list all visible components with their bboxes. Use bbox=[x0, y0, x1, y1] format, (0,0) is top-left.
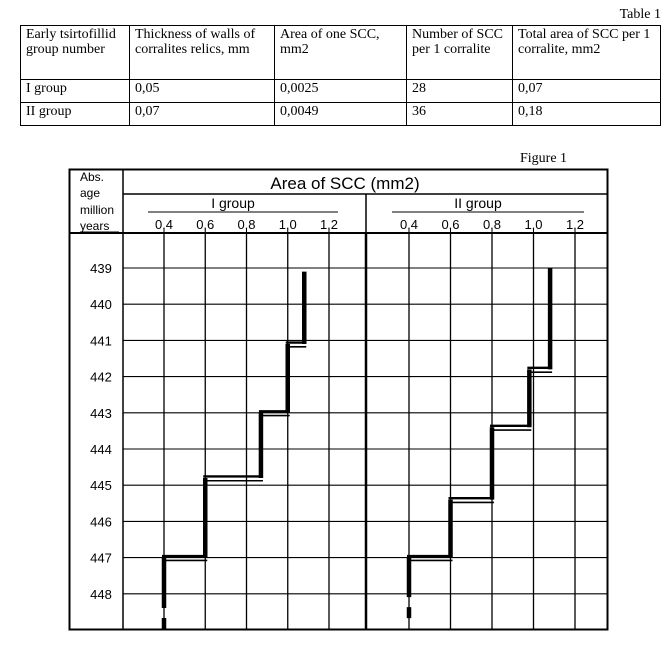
age-tick-label: 440 bbox=[90, 297, 112, 313]
x-tick-label: 0,6 bbox=[441, 217, 460, 232]
x-tick-label: 0,6 bbox=[196, 217, 215, 232]
table-caption: Table 1 bbox=[619, 7, 661, 22]
age-label-line-2: age bbox=[80, 186, 101, 200]
age-tick-label: 442 bbox=[90, 369, 112, 385]
header-scc-count: Number of SCC per 1 corralite bbox=[407, 26, 513, 80]
tick-labels bbox=[155, 217, 584, 233]
x-tick-label: 0,8 bbox=[482, 217, 502, 232]
age-label-line-1: Abs. bbox=[80, 170, 105, 184]
age-label-line-4: years bbox=[80, 219, 110, 233]
age-tick-label: 445 bbox=[90, 478, 112, 494]
table-cell: 28 bbox=[407, 80, 513, 103]
x-tick-label: 1,2 bbox=[565, 217, 585, 232]
x-tick-label: 1,2 bbox=[319, 217, 339, 232]
figure-caption: Figure 1 bbox=[520, 151, 568, 166]
figure-title: Area of SCC (mm2) bbox=[270, 174, 420, 193]
header-scc-area: Area of one SCC, mm2 bbox=[275, 26, 407, 80]
table-cell: 0,0049 bbox=[275, 103, 407, 126]
x-tick-label: 0,8 bbox=[237, 217, 256, 232]
table-cell: I group bbox=[21, 80, 130, 103]
x-tick-label: 0,4 bbox=[154, 217, 174, 232]
table-cell: 0,07 bbox=[513, 80, 661, 103]
table-cell: 0,05 bbox=[130, 80, 275, 103]
age-tick-label: 446 bbox=[90, 514, 112, 530]
header-wall-thickness: Thickness of walls of corralites relics, mm bbox=[130, 26, 275, 80]
table-cell: 0,18 bbox=[513, 103, 661, 126]
header-group-number: Early tsirtofillid group number bbox=[21, 26, 130, 80]
age-tick-label: 448 bbox=[90, 586, 112, 602]
age-label-line-3: million bbox=[80, 203, 115, 217]
x-tick-label: 1,0 bbox=[278, 217, 297, 232]
table-cell: 0,0025 bbox=[275, 80, 407, 103]
panel-title-i-group: I group bbox=[211, 195, 255, 211]
x-tick-label: 1,0 bbox=[524, 217, 543, 232]
x-tick-label: 0,4 bbox=[399, 217, 419, 232]
age-tick-label: 447 bbox=[90, 550, 112, 566]
age-tick-label: 439 bbox=[90, 261, 112, 276]
age-tick-label: 444 bbox=[90, 442, 112, 457]
figure-frame bbox=[70, 170, 608, 630]
age-labels bbox=[90, 261, 112, 602]
table-cell: II group bbox=[21, 103, 130, 126]
age-tick-label: 443 bbox=[90, 405, 112, 421]
table-cell: 0,07 bbox=[130, 103, 275, 126]
age-tick-label: 441 bbox=[90, 333, 112, 349]
header-total-area: Total area of SCC per 1 corralite, mm2 bbox=[513, 26, 661, 80]
table-cell: 36 bbox=[407, 103, 513, 126]
panel-title-ii-group: II group bbox=[454, 195, 502, 211]
